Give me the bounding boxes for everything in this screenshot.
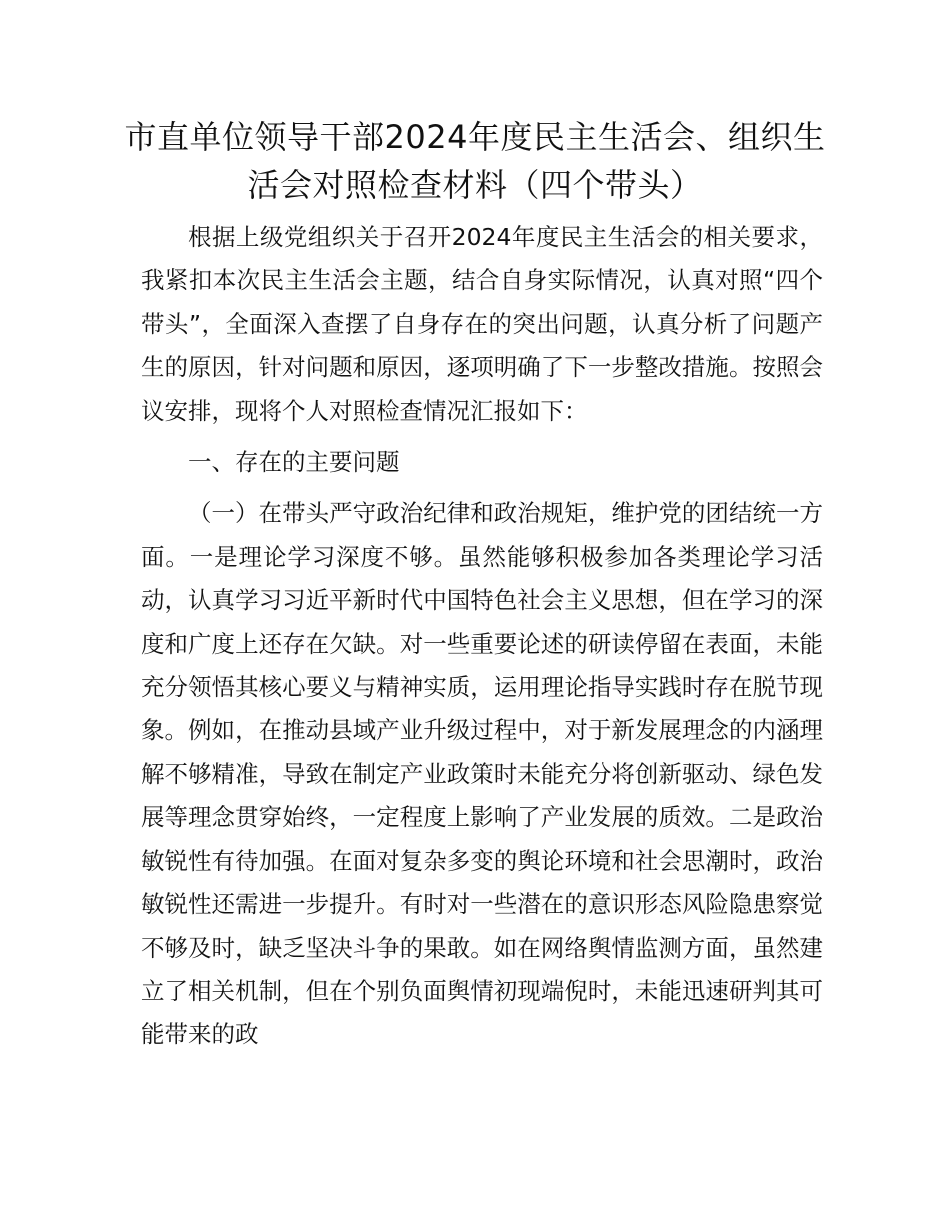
section-paragraph: （一）在带头严守政治纪律和政治规矩，维护党的团结统一方面。一是理论学习深度不够。虽然能够积极参加各类理论学习活动，认真学习习近平新时代中国特色社会主义思想，但在学习的深度和广度上还存在欠缺。对一些重要论述的研读停留在表面，未能充分领悟其核心要义与精神实质，运用理论指导实践时存在脱节现象。例如，在推动县域产业升级过程中，对于新发展理念的内涵理解不够精准，导致在制定产业政策时未能充分将创新驱动、绿色发展等理念贯穿始终，一定程度上影响了产业发展的质效。二是政治敏锐性有待加强。在面对复杂多变的舆论环境和社会思潮时，政治敏锐性还需进一步提升。有时对一些潜在的意识形态风险隐患察觉不够及时，缺乏坚决斗争的果敢。如在网络舆情监测方面，虽然建立了相关机制，但在个别负面舆情初现端倪时，未能迅速研判其可能带来的政: [141, 499, 823, 1049]
document-title: 市直单位领导干部2024年度民主生活会、组织生活会对照检查材料（四个带头）: [124, 118, 826, 204]
section-heading: 一、存在的主要问题: [188, 448, 400, 477]
document-body: [141, 216, 823, 1057]
intro-paragraph: 根据上级党组织关于召开2024年度民主生活会的相关要求，我紧扣本次民主生活会主题，结合自身实际情况，认真对照“四个带头”，全面深入查摆了自身存在的突出问题，认真分析了问题产生的原因，针对问题和原因，逐项明确了下一步整改措施。按照会议安排，现将个人对照检查情况汇报如下：: [141, 223, 823, 425]
